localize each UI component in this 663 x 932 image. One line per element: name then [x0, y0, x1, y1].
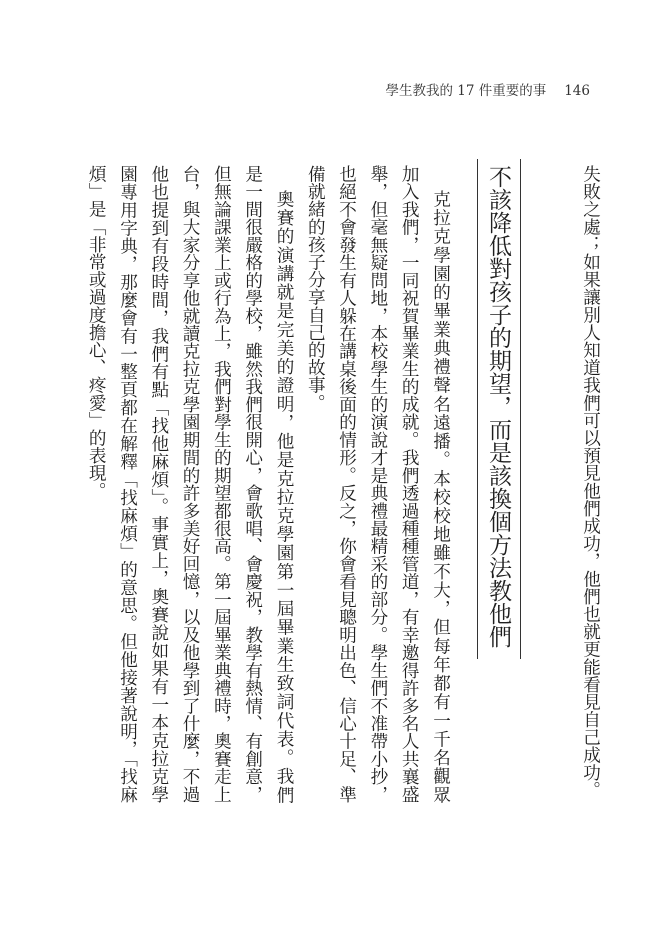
paragraph-line: 克拉克學園的畢業典禮聲名遠播。本校校地雖不大，但每年都有一千名觀眾: [430, 189, 451, 803]
page-number: 146: [564, 83, 590, 99]
paragraph-line: 他也提到有段時間，我們有點「找他麻煩」。事實上，奧賽說如果有一本克拉克學: [148, 165, 169, 803]
running-header: [385, 79, 590, 99]
prev-paragraph-end: 失敗之處；如果讓別人知道我們可以預見他們成功，他們也就更能看見自己成功。: [580, 165, 601, 799]
paragraph-line: 舉，但毫無疑問地，本校學生的演說才是典禮最精采的部分。學生們不准帶小抄，: [367, 165, 388, 803]
paragraph-line: 是一間很嚴格的學校，雖然我們很開心，會歌唱、會慶祝，教學有熱情、有創意，: [242, 165, 263, 803]
paragraph-line: 園專用字典，那麼會有一整頁都在解釋「找麻煩」的意思。但他接著說明，「找麻: [117, 165, 138, 803]
paragraph-line: 煩」是「非常或過度擔心、疼愛」的表現。: [86, 165, 107, 500]
paragraph-line: 加入我們，一同祝賀畢業生的成就。我們透過種種管道，有幸邀得許多名人共襄盛: [399, 165, 420, 803]
paragraph-line: 也絕不會發生有人躲在講桌後面的情形。反之，你會看見聰明出色、信心十足、準: [336, 165, 357, 803]
book-title: 學生教我的 17 件重要的事: [385, 83, 547, 99]
paragraph-line: 但無論課業上或行為上，我們對學生的期望都很高。第一屆畢業典禮時，奧賽走上: [211, 165, 232, 803]
paragraph-line: 台，與大家分享他就讀克拉克學園期間的許多美好回憶，以及他學到了什麼，不過: [180, 165, 201, 803]
paragraph-line: 奧賽的演講就是完美的證明，他是克拉克學園第一屆畢業生致詞代表。我們: [274, 189, 294, 803]
paragraph-line: 備就緒的孩子分享自己的故事。: [305, 165, 326, 412]
section-heading: 不該降低對孩子的期望，而是該換個方法教他們: [477, 159, 521, 659]
